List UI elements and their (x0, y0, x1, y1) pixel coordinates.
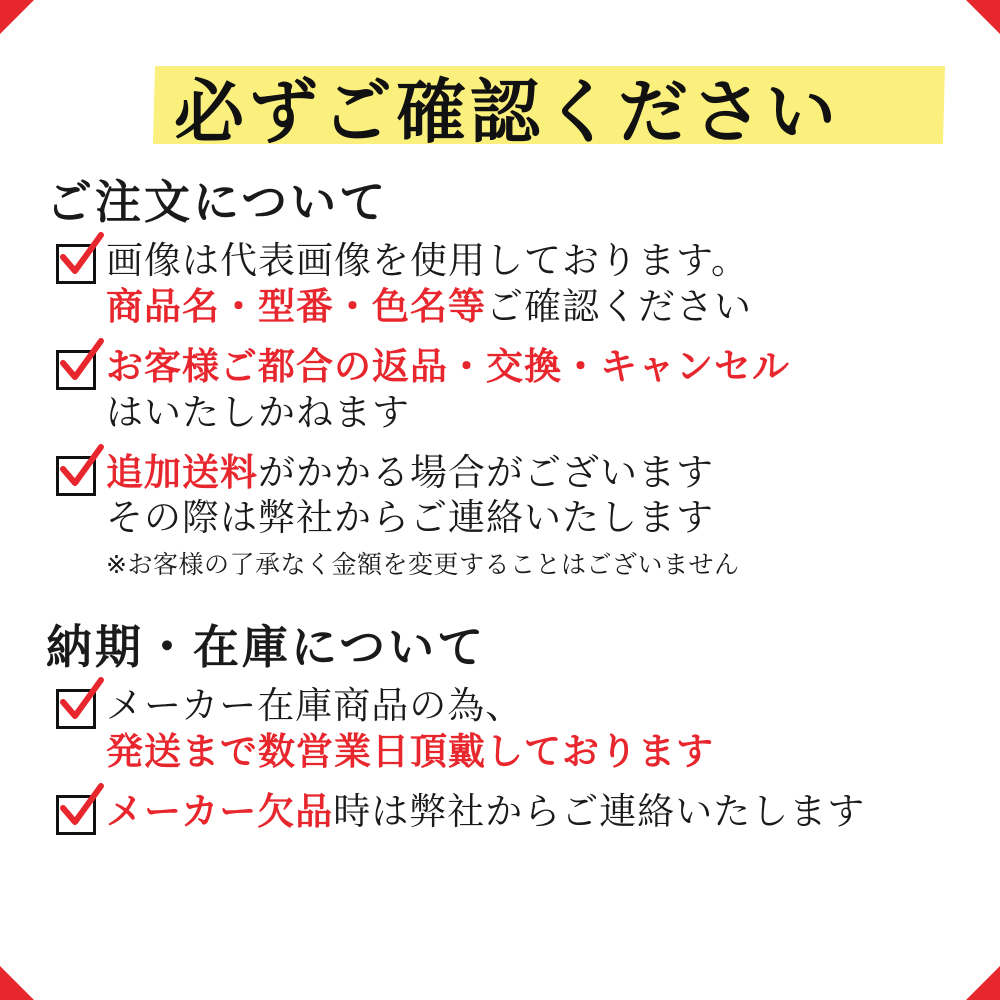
corner-decoration-top-left (0, 0, 34, 34)
list-item-text (106, 344, 954, 436)
checkbox-icon (56, 244, 96, 284)
list-item (46, 238, 954, 330)
page-title: 必ずご確認ください (174, 71, 840, 153)
list-item-note: ※お客様の了承なく金額を変更することはございません (106, 550, 740, 580)
list-item-line (106, 284, 954, 330)
checkbox-icon (56, 456, 96, 496)
checkbox-icon (56, 795, 96, 835)
list-item-line: お客様ご都合の返品・交換・キャンセル (106, 344, 790, 388)
list-item-line: メーカー在庫商品の為、 (106, 684, 524, 728)
list-item-line: その際は弊社からご連絡いたします (106, 496, 714, 540)
checkbox-icon (56, 689, 96, 729)
list-item-text (106, 789, 954, 835)
emphasis-text: 追加送料 (106, 450, 258, 494)
list-item-line: 発送まで数営業日頂戴しております (106, 730, 714, 774)
emphasis-text: 商品名・型番・色名等 (106, 284, 486, 328)
page-title-block (46, 40, 954, 153)
list-item-line: 画像は代表画像を使用しております。 (106, 239, 750, 282)
list-item-text (106, 238, 954, 330)
list-item-text (106, 450, 954, 582)
list-item-line (106, 450, 954, 496)
list-item (46, 450, 954, 582)
corner-decoration-bottom-left (0, 966, 34, 1000)
section-heading-delivery: 納期・在庫について (46, 620, 487, 675)
list-item-line-rest: がかかる場合がございます (258, 450, 714, 494)
checkbox-icon (56, 350, 96, 390)
section-heading-orders: ご注文について (46, 175, 389, 229)
corner-decoration-bottom-right (966, 966, 1000, 1000)
corner-decoration-top-right (966, 0, 1000, 34)
list-item (46, 683, 954, 775)
list-item-text (106, 683, 954, 775)
list-item-line: はいたしかねます (106, 390, 410, 434)
list-item (46, 789, 954, 835)
emphasis-text: メーカー欠品 (106, 790, 334, 833)
list-item-line-rest: ご確認ください (486, 284, 752, 328)
list-item-line-rest: 時は弊社からご連絡いたします (333, 790, 866, 833)
list-item (46, 344, 954, 436)
list-item-line (106, 789, 954, 835)
